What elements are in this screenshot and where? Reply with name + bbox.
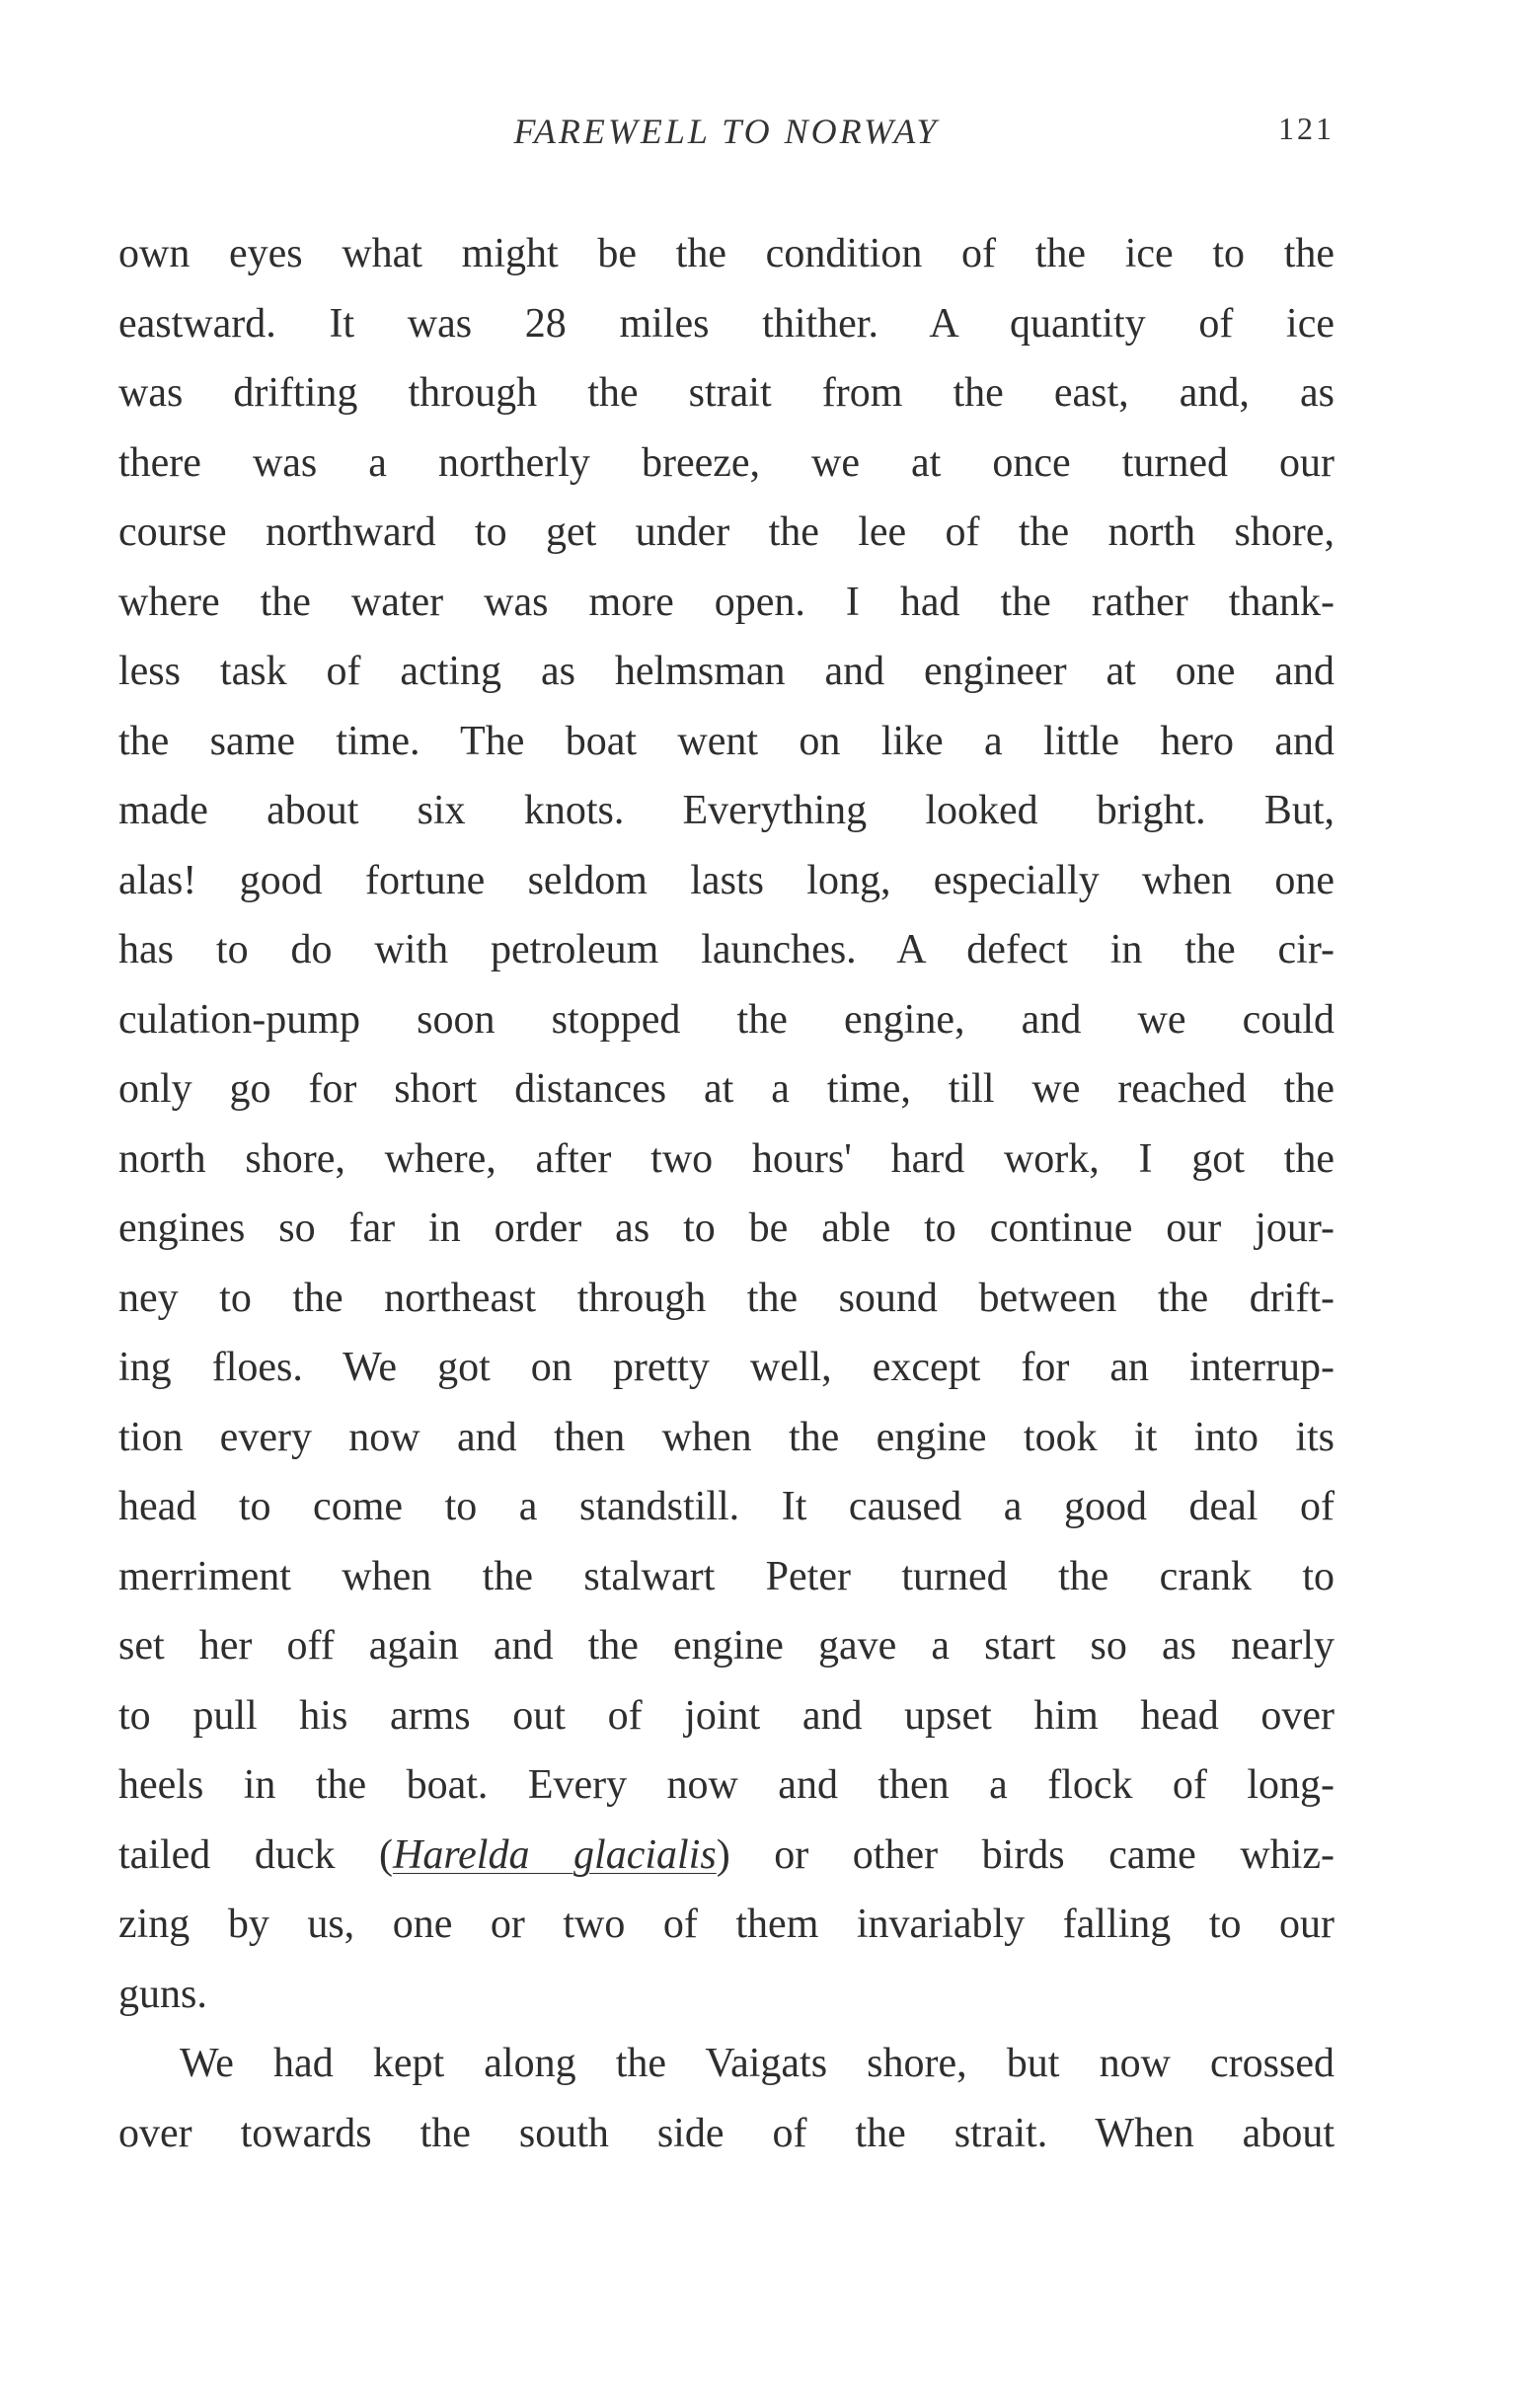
text-line: heels in the boat. Every now and then a flock of long- [118, 1762, 1335, 1808]
text-segment: ) or other birds came whiz- [716, 1831, 1335, 1878]
paragraph-2 [118, 2029, 1335, 2168]
page-header [118, 111, 1335, 170]
body-text [118, 219, 1335, 2168]
text-line: ney to the northeast through the sound between the drift- [118, 1275, 1335, 1321]
text-line: We had kept along the Vaigats shore, but now crossed [180, 2041, 1335, 2086]
text-segment: tailed duck ( [118, 1831, 394, 1878]
text-line: merriment when the stalwart Peter turned the crank to [118, 1553, 1335, 1599]
text-line: where the water was more open. I had the rather thank- [118, 579, 1335, 625]
text-line: north shore, where, after two hours' hard work, I got the [118, 1135, 1335, 1182]
text-line: there was a northerly breeze, we at once turned our [118, 439, 1335, 486]
paragraph-1 [118, 219, 1335, 2029]
text-line: has to do with petroleum launches. A defect in the cir- [118, 927, 1335, 972]
text-line: eastward. It was 28 miles thither. A quantity of ice [118, 300, 1335, 347]
text-line: zing by us, one or two of them invariably falling to our [118, 1902, 1335, 1947]
text-line: guns. [118, 1971, 207, 2017]
text-line: set her off again and the engine gave a start so as nearly [118, 1623, 1335, 1669]
text-line: less task of acting as helmsman and engineer at one and [118, 649, 1335, 694]
text-line: the same time. The boat went on like a little hero and [118, 718, 1335, 764]
text-line: over towards the south side of the strait. When about [118, 2110, 1335, 2156]
text-line: tion every now and then when the engine took it into its [118, 1414, 1335, 1460]
text-line: own eyes what might be the condition of the ice to the [118, 231, 1335, 276]
text-line: head to come to a standstill. It caused a good deal of [118, 1484, 1335, 1529]
text-line-with-species-name [118, 1821, 1335, 1891]
text-line: alas! good fortune seldom lasts long, especially when one [118, 857, 1335, 903]
page-number: 121 [1278, 111, 1335, 146]
running-title: FAREWELL TO NORWAY [513, 112, 940, 151]
text-line: was drifting through the strait from the east, and, as [118, 370, 1335, 416]
text-line: ing floes. We got on pretty well, except for an interrup- [118, 1345, 1335, 1390]
text-line: course northward to get under the lee of the north shore, [118, 509, 1335, 555]
text-line: made about six knots. Everything looked bright. But, [118, 788, 1335, 833]
text-line: engines so far in order as to be able to continue our jour- [118, 1205, 1335, 1251]
species-name: Harelda glacialis [393, 1831, 717, 1878]
text-line: to pull his arms out of joint and upset him head over [118, 1692, 1335, 1739]
text-line: culation-pump soon stopped the engine, and we could [118, 996, 1335, 1043]
text-line: only go for short distances at a time, till we reached the [118, 1066, 1335, 1112]
